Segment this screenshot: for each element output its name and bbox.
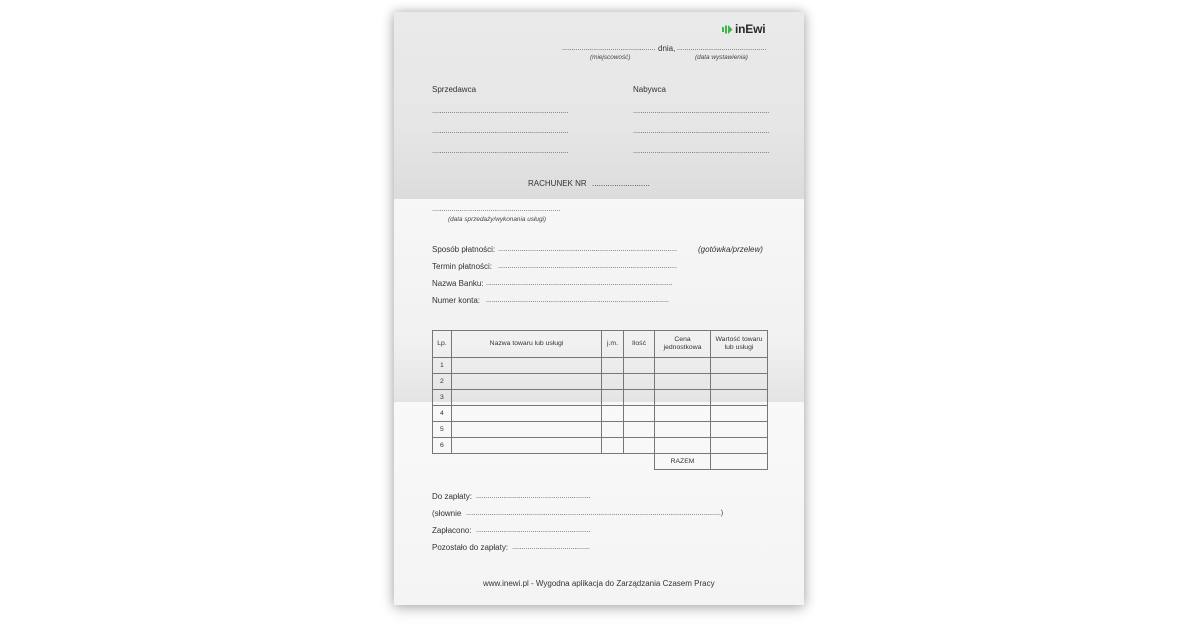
value-cell <box>711 406 768 422</box>
buyer-line-2: ...................................................................... <box>633 128 770 135</box>
account-number-dots: .............................................................................................. <box>486 297 669 304</box>
unit-price-cell <box>655 438 711 454</box>
item-name-cell <box>452 422 602 438</box>
buyer-line-3: ...................................................................... <box>633 148 770 155</box>
paper-fold-top <box>394 12 804 199</box>
item-name-cell <box>452 390 602 406</box>
row-number: 5 <box>433 422 452 438</box>
amount-in-words-dots: ...................................................................................................................................) <box>466 510 724 517</box>
unit-price-cell <box>655 390 711 406</box>
bank-name-label: Nazwa Banku: <box>432 279 484 288</box>
row-number: 4 <box>433 406 452 422</box>
to-pay-label: Do zapłaty: <box>432 492 473 501</box>
header-quantity: Ilość <box>624 331 655 358</box>
seller-line-1: ...................................................................... <box>432 108 569 115</box>
amount-in-words-label: (słownie <box>432 509 462 518</box>
row-number: 1 <box>433 358 452 374</box>
date-dots: .............................................. <box>677 45 767 52</box>
table-row <box>433 438 768 454</box>
quantity-cell <box>624 422 655 438</box>
inewi-logo <box>722 22 765 36</box>
item-name-cell <box>452 358 602 374</box>
payment-term-label: Termin płatności: <box>432 262 493 271</box>
header-unit: j.m. <box>602 331 624 358</box>
items-table <box>432 330 768 470</box>
header-item-name: Nazwa towaru lub usługi <box>452 331 602 358</box>
paid-dots: ........................................................... <box>476 527 591 534</box>
quantity-cell <box>624 358 655 374</box>
value-cell <box>711 374 768 390</box>
unit-cell <box>602 358 624 374</box>
item-name-cell <box>452 406 602 422</box>
payment-term-dots: ............................................................................................ <box>498 263 677 270</box>
dnia-label: dnia, <box>658 44 676 53</box>
paid-label: Zapłacono: <box>432 526 472 535</box>
place-dots: ................................................ <box>562 45 656 52</box>
seller-label: Sprzedawca <box>432 85 477 94</box>
table-row <box>433 374 768 390</box>
unit-cell <box>602 406 624 422</box>
row-number: 6 <box>433 438 452 454</box>
total-spacer <box>433 454 655 470</box>
table-row <box>433 406 768 422</box>
table-header-row <box>433 331 768 358</box>
table-row <box>433 390 768 406</box>
unit-price-cell <box>655 406 711 422</box>
to-pay-dots: ........................................................... <box>476 493 591 500</box>
value-cell <box>711 422 768 438</box>
seller-line-3: ...................................................................... <box>432 148 569 155</box>
total-value-cell <box>711 454 768 470</box>
unit-price-cell <box>655 422 711 438</box>
quantity-cell <box>624 406 655 422</box>
bank-name-dots: ................................................................................................ <box>486 280 673 287</box>
remaining-dots: ........................................ <box>512 544 590 551</box>
item-name-cell <box>452 438 602 454</box>
table-row <box>433 358 768 374</box>
header-lp: Lp. <box>433 331 452 358</box>
payment-method-label: Sposób płatności: <box>432 245 496 254</box>
logo-text: inEwi <box>735 22 766 36</box>
payment-method-options: (gotówka/przelew) <box>698 245 763 254</box>
total-row <box>433 454 768 470</box>
invoice-number-label: RACHUNEK NR <box>528 179 587 188</box>
buyer-line-1: ...................................................................... <box>633 108 770 115</box>
value-cell <box>711 390 768 406</box>
total-label: RAZEM <box>655 454 711 470</box>
payment-method-dots: ............................................................................................ <box>498 246 677 253</box>
seller-line-2: ...................................................................... <box>432 128 569 135</box>
unit-price-cell <box>655 374 711 390</box>
header-unit-price: Cena jednostkowa <box>655 331 711 358</box>
quantity-cell <box>624 374 655 390</box>
unit-cell <box>602 390 624 406</box>
invoice-number-dots: .......................... <box>592 179 650 188</box>
row-number: 3 <box>433 390 452 406</box>
unit-price-cell <box>655 358 711 374</box>
invoice-paper <box>394 12 804 605</box>
quantity-cell <box>624 390 655 406</box>
buyer-label: Nabywca <box>633 85 666 94</box>
sale-date-caption: (data sprzedaży/wykonania usługi) <box>448 216 547 223</box>
account-number-label: Numer konta: <box>432 296 481 305</box>
item-name-cell <box>452 374 602 390</box>
quantity-cell <box>624 438 655 454</box>
unit-cell <box>602 438 624 454</box>
row-number: 2 <box>433 374 452 390</box>
logo-mark-icon <box>722 24 733 35</box>
sale-date-dots: .................................................................. <box>432 206 561 213</box>
unit-cell <box>602 374 624 390</box>
unit-cell <box>602 422 624 438</box>
place-caption: (miejscowość) <box>590 54 631 61</box>
remaining-label: Pozostało do zapłaty: <box>432 543 509 552</box>
table-row <box>433 422 768 438</box>
footer-text: www.inewi.pl - Wygodna aplikacja do Zarządzania Czasem Pracy <box>483 579 715 588</box>
header-value: Wartość towaru lub usługi <box>711 331 768 358</box>
date-caption: (data wystawienia) <box>695 54 748 61</box>
value-cell <box>711 438 768 454</box>
value-cell <box>711 358 768 374</box>
